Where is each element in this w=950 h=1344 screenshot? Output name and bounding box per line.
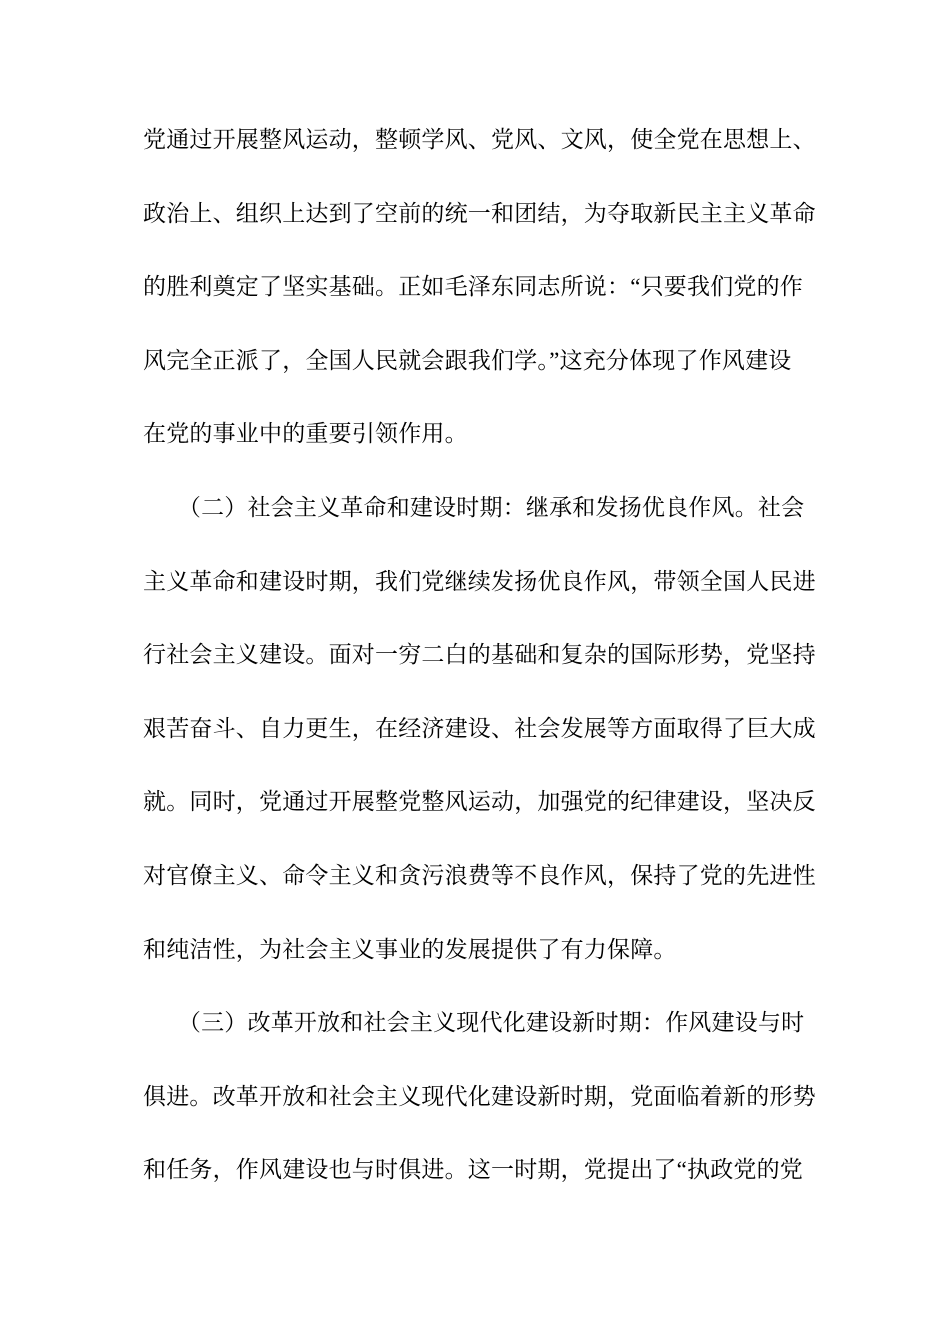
text-line: 就。同时，党通过开展整党整风运动，加强党的纪律建设，坚决反 bbox=[143, 789, 816, 815]
text-line: 和纯洁性，为社会主义事业的发展提供了有力保障。 bbox=[143, 936, 677, 962]
text-line: 政治上、组织上达到了空前的统一和团结，为夺取新民主主义革命 bbox=[143, 200, 816, 226]
text-line: 党通过开展整风运动，整顿学风、党风、文风，使全党在思想上、 bbox=[143, 127, 816, 152]
document-text-block bbox=[143, 103, 835, 1207]
text-line: （二）社会主义革命和建设时期：继承和发扬优良作风。社会 bbox=[143, 494, 805, 520]
text-line: 和任务，作风建设也与时俱进。这一时期，党提出了“执政党的党 bbox=[143, 1157, 804, 1183]
text-line: 行社会主义建设。面对一穷二白的基础和复杂的国际形势，党坚持 bbox=[143, 642, 816, 668]
text-line: 艰苦奋斗、自力更生，在经济建设、社会发展等方面取得了巨大成 bbox=[143, 715, 816, 741]
text-line: 的胜利奠定了坚实基础。正如毛泽东同志所说：“只要我们党的作 bbox=[143, 274, 804, 300]
text-line: 俱进。改革开放和社会主义现代化建设新时期，党面临着新的形势 bbox=[143, 1083, 816, 1109]
text-line: 对官僚主义、命令主义和贪污浪费等不良作风，保持了党的先进性 bbox=[143, 862, 816, 888]
text-line: 在党的事业中的重要引领作用。 bbox=[143, 421, 468, 447]
text-line: （三）改革开放和社会主义现代化建设新时期：作风建设与时 bbox=[143, 1010, 805, 1036]
text-line: 主义革命和建设时期，我们党继续发扬优良作风，带领全国人民进 bbox=[143, 568, 816, 594]
text-line: 风完全正派了，全国人民就会跟我们学。”这充分体现了作风建设 bbox=[143, 347, 792, 373]
